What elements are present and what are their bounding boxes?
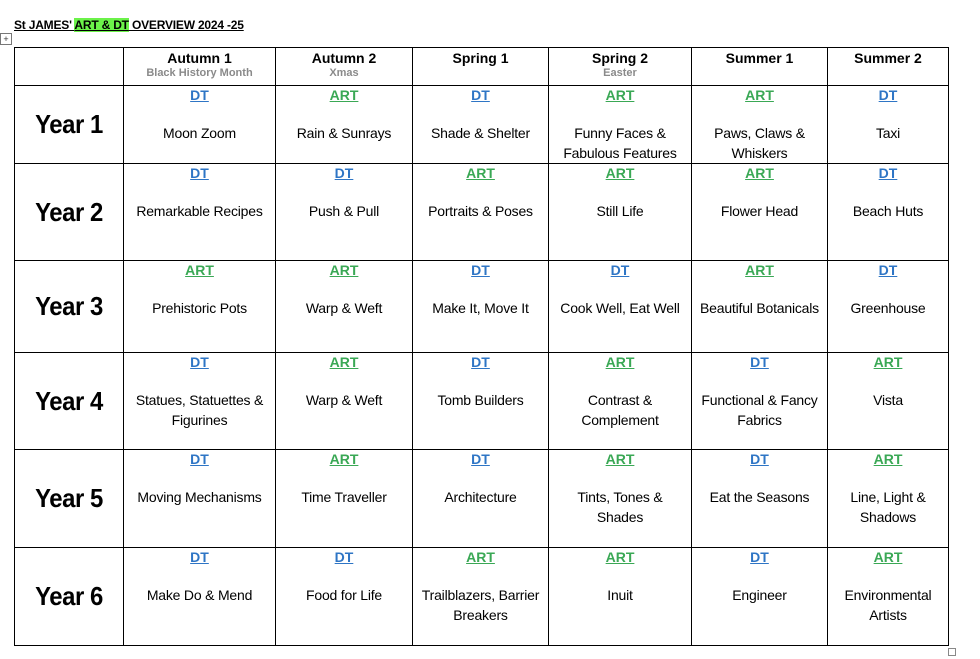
document-title [14,18,244,32]
unit-cell [692,261,828,353]
dt-subject-link[interactable]: DT [471,354,490,370]
unit-cell [124,261,276,353]
unit-cell [828,548,949,646]
term-name: Autumn 2 [311,50,377,66]
term-header [692,48,828,86]
year-label-cell [15,548,124,646]
unit-cell [549,353,692,450]
unit-topic: Tomb Builders [437,392,524,408]
year-row [15,450,949,548]
term-header [549,48,692,86]
dt-subject-link[interactable]: DT [334,165,354,181]
unit-cell [276,86,413,164]
unit-topic: Moon Zoom [163,125,236,141]
unit-cell [276,261,413,353]
year-label-cell [15,353,124,450]
unit-cell [828,86,949,164]
year-row [15,353,949,450]
art-subject-link[interactable]: ART [745,262,774,278]
unit-cell [276,353,413,450]
unit-topic: Paws, Claws & Whiskers [714,125,805,161]
unit-topic: Prehistoric Pots [152,300,247,316]
dt-subject-link[interactable]: DT [750,451,769,467]
unit-cell [413,548,549,646]
year-label: Year 2 [35,196,103,227]
unit-topic: Inuit [607,587,633,603]
unit-cell [413,261,549,353]
art-subject-link[interactable]: ART [466,549,495,565]
year-label-cell [15,261,124,353]
term-name: Spring 1 [452,50,509,66]
year-label: Year 5 [35,483,103,513]
unit-cell [549,261,692,353]
unit-cell [549,450,692,548]
unit-topic: Make Do & Mend [146,587,253,603]
term-occasion: Easter [603,67,637,79]
art-subject-link[interactable]: ART [873,549,903,565]
unit-cell [124,164,276,261]
unit-topic: Cook Well, Eat Well [560,300,680,316]
year-row [15,548,949,646]
art-subject-link[interactable]: ART [329,87,359,103]
unit-topic: Beach Huts [852,203,924,219]
art-subject-link[interactable]: ART [745,87,774,103]
unit-topic: Moving Mechanisms [137,489,262,505]
term-header [276,48,413,86]
year-label-cell [15,450,124,548]
unit-topic: Beautiful Botanicals [700,300,819,316]
dt-subject-link[interactable]: DT [750,354,769,370]
unit-cell [276,164,413,261]
unit-topic: Warp & Weft [305,392,383,408]
unit-cell [828,450,949,548]
term-name: Summer 2 [854,50,922,66]
dt-subject-link[interactable]: DT [471,87,490,103]
unit-topic: Push & Pull [308,203,380,219]
unit-topic: Architecture [444,489,517,505]
year-row [15,164,949,261]
unit-topic: Vista [873,392,903,408]
unit-cell [276,450,413,548]
unit-cell [124,548,276,646]
dt-subject-link[interactable]: DT [190,165,209,181]
year-label-cell [15,86,124,164]
unit-cell [692,164,828,261]
term-name: Autumn 1 [167,50,232,66]
art-subject-link[interactable]: ART [466,165,495,181]
unit-topic: Trailblazers, Barrier Breakers [421,587,540,623]
unit-topic: Engineer [732,587,787,603]
art-subject-link[interactable]: ART [605,354,635,370]
unit-cell [124,353,276,450]
art-subject-link[interactable]: ART [605,451,635,467]
header-row [15,48,949,86]
dt-subject-link[interactable]: DT [190,87,209,103]
dt-subject-link[interactable]: DT [878,87,898,103]
unit-topic: Portraits & Poses [428,203,533,219]
overview-table [14,47,949,646]
unit-cell [549,86,692,164]
unit-cell [549,164,692,261]
year-row [15,86,949,164]
unit-topic: Rain & Sunrays [296,125,392,141]
art-subject-link[interactable]: ART [329,451,359,467]
term-occasion: Xmas [329,67,359,79]
unit-topic: Tints, Tones & Shades [577,489,663,525]
unit-topic: Flower Head [720,203,799,219]
unit-topic: Funny Faces & Fabulous Features [563,125,677,161]
term-header [413,48,549,86]
year-label: Year 3 [35,291,103,321]
unit-cell [692,450,828,548]
title-highlight: ART & DT [74,18,129,32]
table-resize-handle-icon[interactable] [948,648,956,656]
unit-cell [828,164,949,261]
unit-cell [692,548,828,646]
table-move-handle-icon[interactable]: + [0,33,12,45]
unit-cell [124,450,276,548]
unit-topic: Shade & Shelter [431,125,530,141]
year-label: Year 6 [35,581,103,611]
dt-subject-link[interactable]: DT [878,262,898,278]
art-subject-link[interactable]: ART [185,262,214,278]
art-subject-link[interactable]: ART [329,354,359,370]
unit-topic: Greenhouse [850,300,926,316]
year-row [15,261,949,353]
unit-topic: Still Life [596,203,644,219]
term-header [828,48,949,86]
unit-topic: Time Traveller [301,489,387,505]
unit-cell [413,86,549,164]
term-occasion: Black History Month [146,67,253,79]
dt-subject-link[interactable]: DT [471,262,490,278]
year-label-cell [15,164,124,261]
title-suffix: OVERVIEW 2024 -25 [128,18,244,32]
unit-cell [413,450,549,548]
art-subject-link[interactable]: ART [605,549,635,565]
unit-cell [549,548,692,646]
unit-cell [413,353,549,450]
unit-cell [276,548,413,646]
unit-cell [692,86,828,164]
unit-topic: Line, Light & Shadows [850,489,926,525]
year-label: Year 4 [35,385,103,416]
art-subject-link[interactable]: ART [745,165,774,181]
unit-topic: Eat the Seasons [709,489,810,505]
unit-topic: Functional & Fancy Fabrics [701,392,818,428]
art-subject-link[interactable]: ART [873,451,903,467]
art-subject-link[interactable]: ART [329,262,359,278]
dt-subject-link[interactable]: DT [750,549,769,565]
unit-cell [828,261,949,353]
unit-topic: Statues, Statuettes & Figurines [135,392,264,428]
dt-subject-link[interactable]: DT [190,354,209,370]
art-subject-link[interactable]: ART [605,165,635,181]
dt-subject-link[interactable]: DT [878,165,898,181]
art-subject-link[interactable]: ART [605,87,635,103]
unit-topic: Food for Life [306,587,382,603]
term-name: Summer 1 [725,50,794,66]
unit-topic: Environmental Artists [844,587,932,623]
term-header [124,48,276,86]
unit-topic: Taxi [875,125,901,141]
unit-topic: Remarkable Recipes [136,203,263,219]
title-prefix: St JAMES' [14,18,75,32]
unit-cell [124,86,276,164]
unit-cell [828,353,949,450]
dt-subject-link[interactable]: DT [471,451,490,467]
year-label: Year 1 [35,109,103,139]
dt-subject-link[interactable]: DT [190,451,209,467]
unit-cell [413,164,549,261]
dt-subject-link[interactable]: DT [334,549,354,565]
corner-cell [15,48,124,86]
dt-subject-link[interactable]: DT [610,262,630,278]
art-subject-link[interactable]: ART [873,354,903,370]
term-name: Spring 2 [591,50,648,66]
unit-topic: Warp & Weft [305,300,383,316]
unit-cell [692,353,828,450]
unit-topic: Make It, Move It [432,300,529,316]
dt-subject-link[interactable]: DT [190,549,209,565]
unit-topic: Contrast & Complement [581,392,659,428]
